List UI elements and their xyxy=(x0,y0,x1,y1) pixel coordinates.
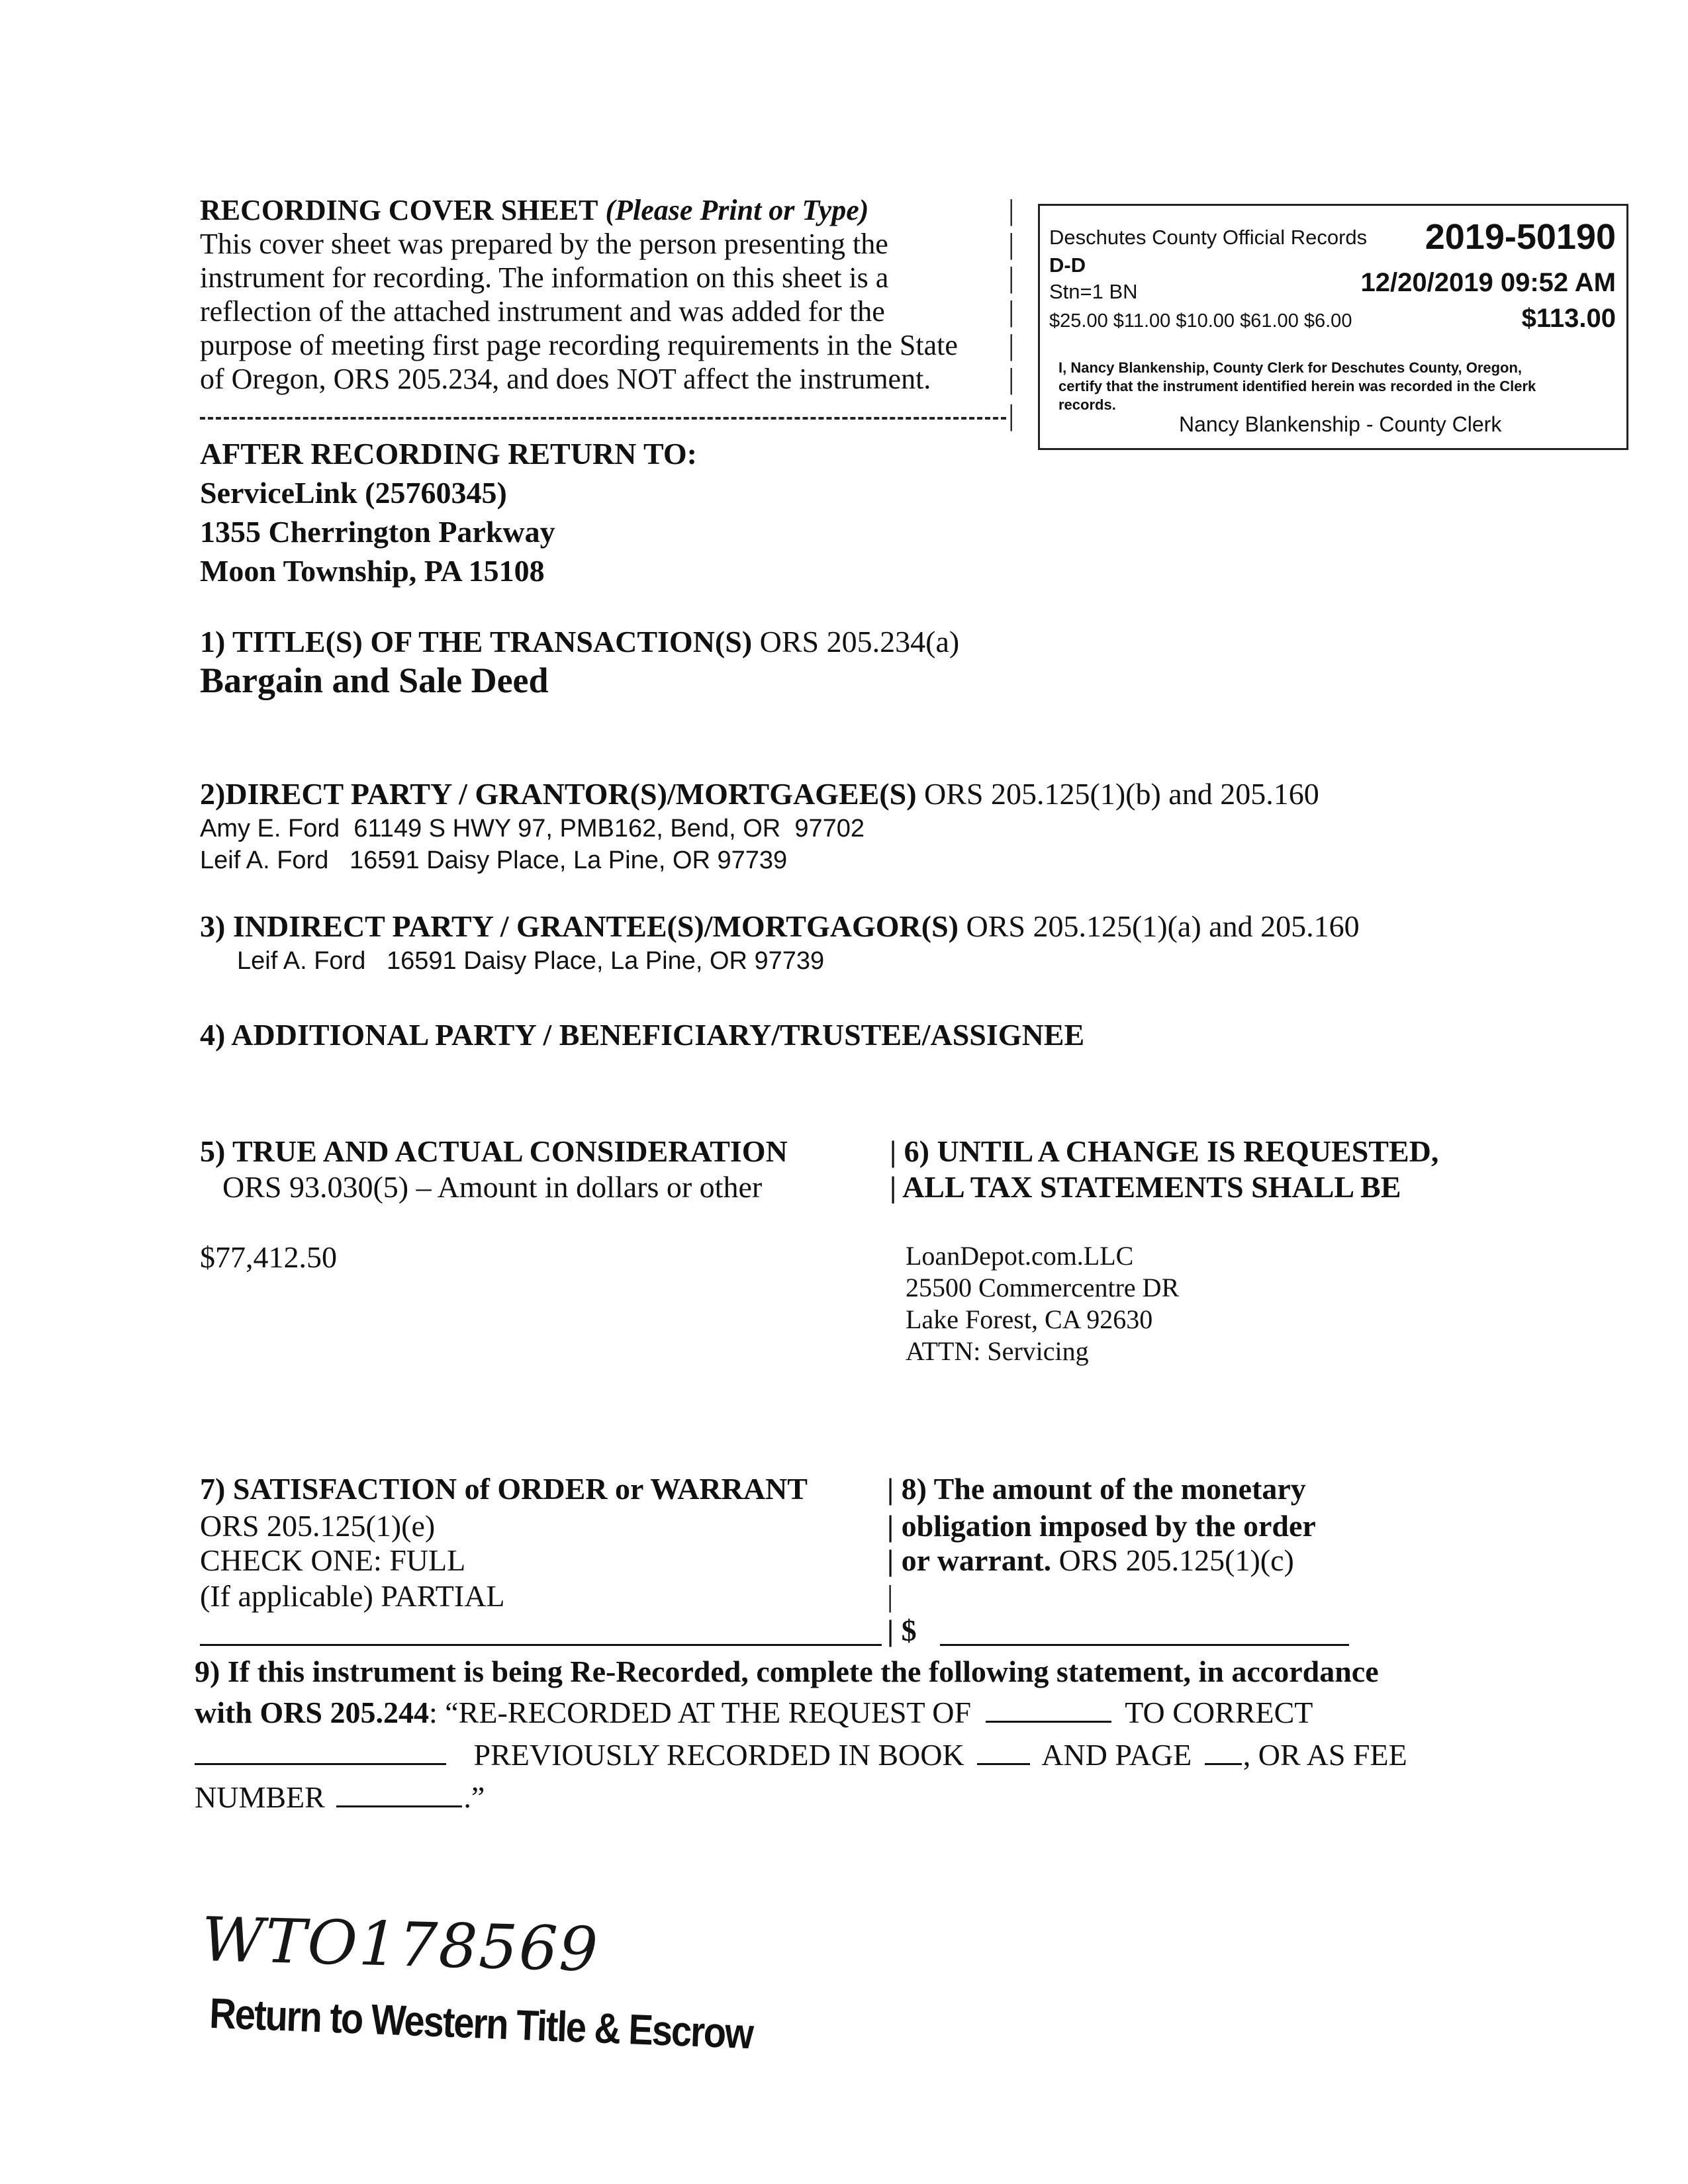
grantee-party: Leif A. Ford 16591 Daisy Place, La Pine, OR 97739 xyxy=(237,947,825,975)
doc-type: D-D xyxy=(1049,253,1086,277)
section-6-heading-2: | ALL TAX STATEMENTS SHALL BE xyxy=(890,1170,1401,1204)
handwritten-file-number: WTO178569 xyxy=(201,1903,600,1985)
intro-line: of Oregon, ORS 205.234, and does NOT affect the instrument. | xyxy=(200,363,1014,395)
section-8-heading: | 8) The amount of the monetary xyxy=(887,1472,1306,1506)
section-7-line: (If applicable) PARTIAL xyxy=(200,1579,505,1613)
section-9-line-4: NUMBER .” xyxy=(195,1780,485,1814)
monetary-amount-blank xyxy=(940,1644,1349,1646)
column-pipe: | xyxy=(1008,194,1014,226)
return-to-block xyxy=(200,434,697,590)
return-to-heading: AFTER RECORDING RETURN TO: xyxy=(200,437,698,471)
station: Stn=1 BN xyxy=(1049,280,1138,303)
tax-statement-address xyxy=(906,1240,1179,1367)
cover-title: RECORDING COVER SHEET xyxy=(200,194,598,226)
request-of-blank xyxy=(986,1721,1111,1723)
section-7-line: CHECK ONE: FULL xyxy=(200,1543,466,1577)
section-9-heading: 9) If this instrument is being Re-Recorded, complete the following statement, in accordance xyxy=(195,1655,1379,1688)
county-records-label: Deschutes County Official Records xyxy=(1049,226,1368,249)
section-8-pipe: | xyxy=(887,1579,894,1613)
page-blank xyxy=(1205,1763,1242,1765)
record-number: 2019-50190 xyxy=(1425,217,1616,257)
section-6-heading: | 6) UNTIL A CHANGE IS REQUESTED, xyxy=(890,1134,1439,1168)
cover-title-note: (Please Print or Type) xyxy=(605,194,869,226)
intro-line: instrument for recording. The information on this sheet is a | xyxy=(200,261,1014,294)
dashed-separator: | xyxy=(200,401,1014,430)
recording-stamp xyxy=(1038,204,1628,450)
section-7-line: ORS 205.125(1)(e) xyxy=(200,1509,436,1543)
consideration-amount: $77,412.50 xyxy=(200,1240,337,1274)
monetary-amount-label: | $ xyxy=(887,1614,917,1647)
intro-line: This cover sheet was prepared by the person presenting the | xyxy=(200,228,1014,260)
correct-blank xyxy=(195,1763,446,1765)
grantor-party: Amy E. Ford 61149 S HWY 97, PMB162, Bend, OR 97702 xyxy=(200,815,865,842)
county-clerk: Nancy Blankenship - County Clerk xyxy=(1179,412,1502,436)
section-5-ors: ORS 93.030(5) – Amount in dollars or other xyxy=(222,1170,763,1204)
section-8-heading-3: | or warrant. ORS 205.125(1)(c) xyxy=(887,1543,1294,1577)
fee-total: $113.00 xyxy=(1521,304,1616,333)
section-5-heading: 5) TRUE AND ACTUAL CONSIDERATION xyxy=(200,1134,788,1168)
grantor-party: Leif A. Ford 16591 Daisy Place, La Pine, OR 97739 xyxy=(200,846,788,874)
transaction-title: Bargain and Sale Deed xyxy=(200,660,549,700)
section-7-heading: 7) SATISFACTION of ORDER or WARRANT xyxy=(200,1472,808,1506)
fee-number-blank xyxy=(336,1805,462,1807)
return-to-line: Moon Township, PA 15108 xyxy=(200,554,545,588)
address-line: 25500 Commercentre DR xyxy=(906,1273,1180,1302)
section-7-underline xyxy=(200,1644,882,1646)
section-9-line-2: with ORS 205.244: “RE-RECORDED AT THE REQUEST OF TO CORRECT xyxy=(195,1696,1313,1729)
record-datetime: 12/20/2019 09:52 AM xyxy=(1360,268,1616,297)
cover-title-row xyxy=(200,193,1014,227)
return-to-line: ServiceLink (25760345) xyxy=(200,476,507,510)
fee-list: $25.00 $11.00 $10.00 $61.00 $6.00 xyxy=(1049,310,1352,332)
section-2-heading: 2)DIRECT PARTY / GRANTOR(S)/MORTGAGEE(S) ORS 205.125(1)(b) and 205.160 xyxy=(200,777,1319,811)
cover-sheet-intro xyxy=(200,193,1014,396)
book-blank xyxy=(977,1763,1030,1765)
section-9-line-3: PREVIOUSLY RECORDED IN BOOK AND PAGE , OR AS FEE xyxy=(195,1737,1407,1774)
section-3-heading: 3) INDIRECT PARTY / GRANTEE(S)/MORTGAGOR(S) ORS 205.125(1)(a) and 205.160 xyxy=(200,909,1360,943)
certification-line: certify that the instrument identified herein was recorded in the Clerk xyxy=(1058,378,1536,394)
address-line: ATTN: Servicing xyxy=(906,1336,1089,1366)
return-to-line: 1355 Cherrington Parkway xyxy=(200,515,555,549)
intro-line: purpose of meeting first page recording requirements in the State | xyxy=(200,329,1014,361)
certification-line: I, Nancy Blankenship, County Clerk for Deschutes County, Oregon, xyxy=(1058,359,1523,376)
return-to-western-title-stamp: Return to Western Title & Escrow xyxy=(209,1989,754,2058)
certification-line: records. xyxy=(1058,396,1116,413)
address-line: Lake Forest, CA 92630 xyxy=(906,1304,1153,1334)
address-line: LoanDepot.com.LLC xyxy=(906,1241,1134,1271)
section-4-heading: 4) ADDITIONAL PARTY / BENEFICIARY/TRUSTEE/ASSIGNEE xyxy=(200,1018,1085,1052)
section-8-heading-2: | obligation imposed by the order xyxy=(887,1509,1316,1543)
intro-line: reflection of the attached instrument and was added for the | xyxy=(200,295,1014,328)
section-1-heading: 1) TITLE(S) OF THE TRANSACTION(S) ORS 205.234(a) xyxy=(200,625,960,659)
